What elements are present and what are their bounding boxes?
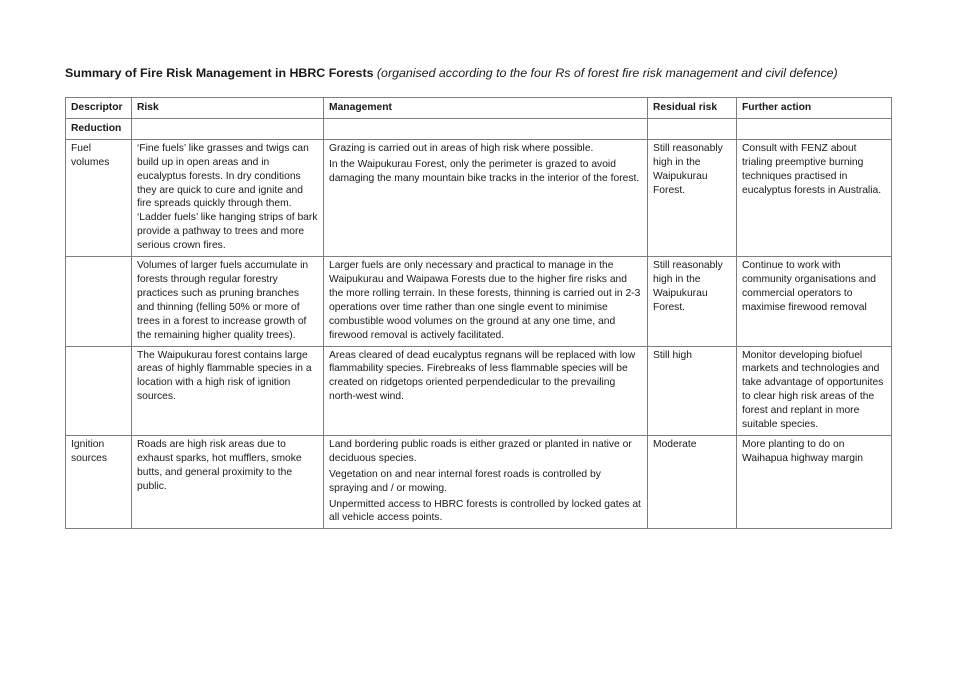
table-row bbox=[66, 346, 892, 435]
title-main: Summary of Fire Risk Management in HBRC Forests bbox=[65, 66, 374, 80]
header-residual-risk: Residual risk bbox=[648, 98, 737, 119]
cell-residual-risk: Still reasonably high in the Waipukurau Forest. bbox=[648, 139, 737, 256]
header-descriptor: Descriptor bbox=[66, 98, 132, 119]
title-subtitle: (organised according to the four Rs of forest fire risk management and civil defence) bbox=[376, 66, 838, 80]
header-management: Management bbox=[324, 98, 648, 119]
management-paragraph: Vegetation on and near internal forest roads is controlled by spraying and / or mowing. bbox=[329, 468, 601, 494]
cell-risk: Volumes of larger fuels accumulate in forests through regular forestry practices such as pruning branches and thinning (felling 50% or more of trees in a forest to increase growth of the remaining higher quality trees). bbox=[132, 257, 324, 346]
table-row bbox=[66, 435, 892, 528]
cell-further-action: More planting to do on Waihapua highway margin bbox=[737, 435, 892, 528]
management-paragraph: Larger fuels are only necessary and practical to manage in the Waipukurau and Waipawa Forests due to the higher fire risks and the more rolling terrain. In these forests, thinning is carried out in 2-3 operations over time rather than one single event to minimise combustible wood volumes on the ground at any one time, and firewood removal is actively facilitated. bbox=[329, 260, 641, 341]
management-paragraph: In the Waipukurau Forest, only the perimeter is grazed to avoid damaging the many mountain bike tracks in the interior of the forest. bbox=[329, 158, 640, 184]
cell-descriptor: Fuel volumes bbox=[66, 139, 132, 256]
management-paragraph: Grazing is carried out in areas of high risk where possible. bbox=[329, 142, 594, 154]
cell-descriptor bbox=[66, 346, 132, 435]
header-further-action: Further action bbox=[737, 98, 892, 119]
section-label: Reduction bbox=[66, 118, 132, 139]
management-paragraph: Unpermitted access to HBRC forests is controlled by locked gates at all vehicle access points. bbox=[329, 498, 641, 524]
cell-risk: ‘Fine fuels’ like grasses and twigs can build up in open areas and in eucalyptus forests. In dry conditions they are quick to cure and ignite and fire spreads quickly through them. ‘Ladder fuels’ like hanging strips of bark provide a pathway to trees and more serious crown fires. bbox=[132, 139, 324, 256]
cell-risk: The Waipukurau forest contains large areas of highly flammable species in a location with a high risk of ignition sources. bbox=[132, 346, 324, 435]
cell-descriptor bbox=[66, 257, 132, 346]
table-row bbox=[66, 257, 892, 346]
table-row bbox=[66, 139, 892, 256]
cell-descriptor: Ignition sources bbox=[66, 435, 132, 528]
cell-residual-risk: Moderate bbox=[648, 435, 737, 528]
cell-further-action: Monitor developing biofuel markets and technologies and take advantage of opportunites to clear high risk areas of the forest and replant in more suitable species. bbox=[737, 346, 892, 435]
cell-further-action: Continue to work with community organisations and commercial operators to maximise firewood removal bbox=[737, 257, 892, 346]
cell-further-action: Consult with FENZ about trialing preemptive burning techniques practised in eucalyptus forests in Australia. bbox=[737, 139, 892, 256]
cell-management bbox=[324, 346, 648, 435]
header-row bbox=[66, 98, 892, 119]
cell-management bbox=[324, 257, 648, 346]
management-paragraph: Land bordering public roads is either grazed or planted in native or deciduous species. bbox=[329, 438, 632, 464]
cell-residual-risk: Still reasonably high in the Waipukurau Forest. bbox=[648, 257, 737, 346]
cell-management bbox=[324, 435, 648, 528]
management-paragraph: Areas cleared of dead eucalyptus regnans will be replaced with low flammability species. Firebreaks of less flammable species will be created on ridgetops oriented perpendedicular to the prevailing north-west wind. bbox=[329, 349, 636, 403]
cell-management bbox=[324, 139, 648, 256]
section-row bbox=[66, 118, 892, 139]
header-risk: Risk bbox=[132, 98, 324, 119]
document-title bbox=[65, 66, 945, 80]
cell-risk: Roads are high risk areas due to exhaust sparks, hot mufflers, smoke butts, and general proximity to the public. bbox=[132, 435, 324, 528]
fire-risk-table bbox=[65, 97, 892, 529]
cell-residual-risk: Still high bbox=[648, 346, 737, 435]
